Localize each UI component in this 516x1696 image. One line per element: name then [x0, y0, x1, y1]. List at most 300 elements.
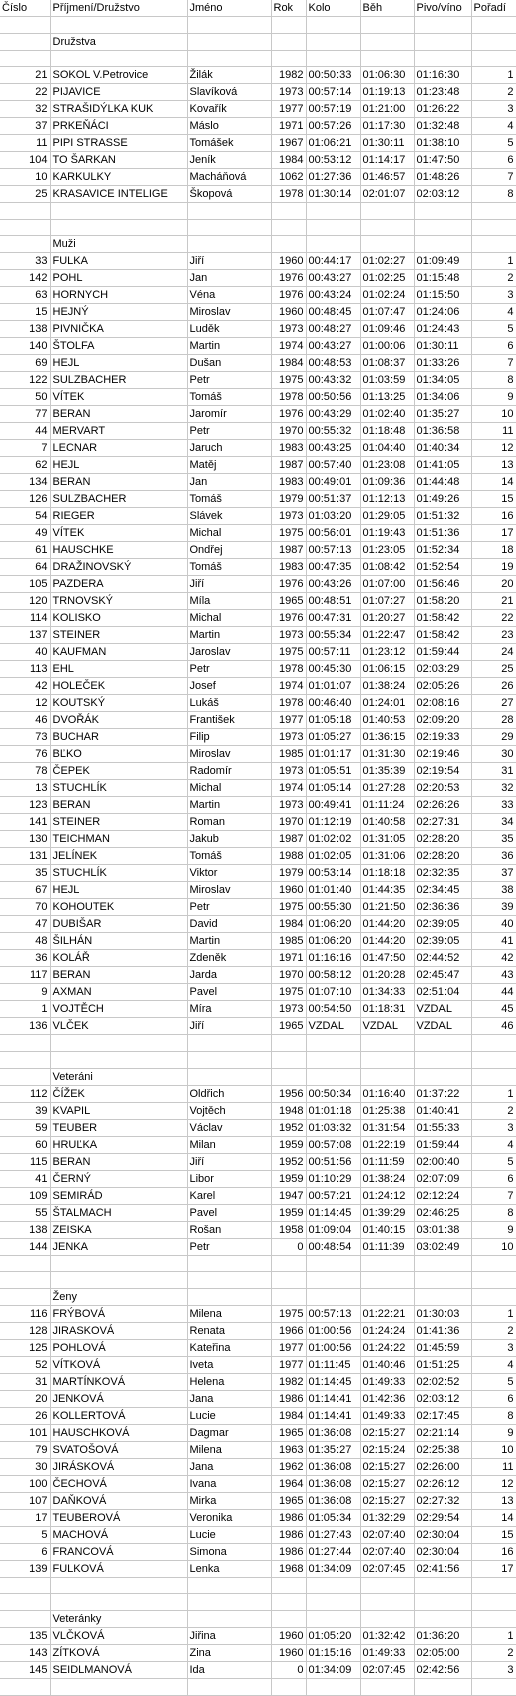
- data-cell[interactable]: SEMIRÁD: [50, 1187, 187, 1204]
- empty-cell[interactable]: [471, 50, 516, 67]
- data-cell[interactable]: 01:25:38: [360, 1102, 414, 1119]
- data-cell[interactable]: 02:45:47: [414, 967, 471, 984]
- data-cell[interactable]: 00:43:26: [306, 576, 360, 593]
- empty-cell[interactable]: [306, 33, 360, 50]
- data-cell[interactable]: 8: [471, 1407, 516, 1424]
- data-cell[interactable]: 114: [0, 610, 50, 627]
- data-cell[interactable]: 01:06:15: [360, 661, 414, 678]
- data-cell[interactable]: 01:00:56: [306, 1339, 360, 1356]
- data-cell[interactable]: Lenka: [187, 1560, 271, 1577]
- data-cell[interactable]: 01:05:27: [306, 729, 360, 746]
- data-cell[interactable]: 70: [0, 899, 50, 916]
- data-cell[interactable]: 9: [471, 1221, 516, 1238]
- data-cell[interactable]: JIRÁSKOVÁ: [50, 1458, 187, 1475]
- data-cell[interactable]: BUCHAR: [50, 729, 187, 746]
- data-cell[interactable]: 1986: [271, 1509, 306, 1526]
- data-cell[interactable]: 01:27:44: [306, 1543, 360, 1560]
- data-cell[interactable]: 1982: [271, 1373, 306, 1390]
- data-cell[interactable]: FULKOVÁ: [50, 1560, 187, 1577]
- data-cell[interactable]: 9: [471, 389, 516, 406]
- data-cell[interactable]: TO ŠARKAN: [50, 152, 187, 169]
- data-cell[interactable]: 33: [0, 253, 50, 270]
- data-cell[interactable]: 1975: [271, 372, 306, 389]
- data-cell[interactable]: 60: [0, 1136, 50, 1153]
- data-cell[interactable]: FRANCOVÁ: [50, 1543, 187, 1560]
- data-cell[interactable]: 01:05:14: [306, 780, 360, 797]
- empty-cell[interactable]: [471, 1068, 516, 1085]
- data-cell[interactable]: Iveta: [187, 1356, 271, 1373]
- data-cell[interactable]: TEUBER: [50, 1119, 187, 1136]
- data-cell[interactable]: PIVNIČKA: [50, 321, 187, 338]
- data-cell[interactable]: 01:49:33: [360, 1373, 414, 1390]
- data-cell[interactable]: 117: [0, 967, 50, 984]
- data-cell[interactable]: 01:41:36: [414, 1322, 471, 1339]
- empty-cell[interactable]: [360, 236, 414, 253]
- data-cell[interactable]: 01:07:00: [360, 576, 414, 593]
- empty-cell[interactable]: [471, 1577, 516, 1594]
- data-cell[interactable]: 1967: [271, 135, 306, 152]
- data-cell[interactable]: 1976: [271, 610, 306, 627]
- data-cell[interactable]: Jana: [187, 1390, 271, 1407]
- data-cell[interactable]: Jana: [187, 1458, 271, 1475]
- empty-cell[interactable]: [187, 219, 271, 236]
- data-cell[interactable]: PAZDERA: [50, 576, 187, 593]
- empty-cell[interactable]: [50, 50, 187, 67]
- data-cell[interactable]: 29: [471, 729, 516, 746]
- data-cell[interactable]: 5: [471, 1153, 516, 1170]
- data-cell[interactable]: 30: [471, 746, 516, 763]
- data-cell[interactable]: 00:56:01: [306, 525, 360, 542]
- data-cell[interactable]: 1983: [271, 474, 306, 491]
- data-cell[interactable]: 5: [0, 1526, 50, 1543]
- data-cell[interactable]: 01:44:20: [360, 933, 414, 950]
- data-cell[interactable]: 25: [471, 661, 516, 678]
- data-cell[interactable]: 1964: [271, 1475, 306, 1492]
- data-cell[interactable]: 48: [0, 933, 50, 950]
- data-cell[interactable]: 1977: [271, 1356, 306, 1373]
- data-cell[interactable]: 1963: [271, 1441, 306, 1458]
- data-cell[interactable]: 01:30:11: [360, 135, 414, 152]
- empty-cell[interactable]: [50, 1035, 187, 1052]
- empty-cell[interactable]: [306, 1288, 360, 1305]
- data-cell[interactable]: 1970: [271, 967, 306, 984]
- data-cell[interactable]: 122: [0, 372, 50, 389]
- data-cell[interactable]: 02:15:24: [360, 1441, 414, 1458]
- data-cell[interactable]: 01:12:19: [306, 814, 360, 831]
- data-cell[interactable]: 1975: [271, 644, 306, 661]
- data-cell[interactable]: 44: [471, 984, 516, 1001]
- empty-cell[interactable]: [50, 1255, 187, 1272]
- data-cell[interactable]: 1988: [271, 848, 306, 865]
- data-cell[interactable]: 2: [471, 1645, 516, 1662]
- empty-cell[interactable]: [0, 203, 50, 220]
- data-cell[interactable]: DAŇKOVÁ: [50, 1492, 187, 1509]
- data-cell[interactable]: VZDAL: [360, 1018, 414, 1035]
- data-cell[interactable]: Tomáš: [187, 848, 271, 865]
- data-cell[interactable]: 3: [471, 101, 516, 118]
- data-cell[interactable]: 01:23:12: [360, 644, 414, 661]
- data-cell[interactable]: 112: [0, 1085, 50, 1102]
- data-cell[interactable]: ŠILHÁN: [50, 933, 187, 950]
- data-cell[interactable]: 01:49:33: [360, 1407, 414, 1424]
- data-cell[interactable]: 1985: [271, 746, 306, 763]
- data-cell[interactable]: 47: [0, 916, 50, 933]
- data-cell[interactable]: 67: [0, 882, 50, 899]
- data-cell[interactable]: 01:05:18: [306, 712, 360, 729]
- data-cell[interactable]: 17: [0, 1509, 50, 1526]
- data-cell[interactable]: 1987: [271, 542, 306, 559]
- data-cell[interactable]: 42: [471, 950, 516, 967]
- data-cell[interactable]: 20: [0, 1390, 50, 1407]
- data-cell[interactable]: 1973: [271, 508, 306, 525]
- empty-cell[interactable]: [187, 1272, 271, 1289]
- data-cell[interactable]: 11: [471, 1458, 516, 1475]
- data-cell[interactable]: 24: [471, 644, 516, 661]
- data-cell[interactable]: 02:03:29: [414, 661, 471, 678]
- data-cell[interactable]: Jaruch: [187, 440, 271, 457]
- data-cell[interactable]: Martin: [187, 627, 271, 644]
- data-cell[interactable]: 136: [0, 1018, 50, 1035]
- data-cell[interactable]: Karel: [187, 1187, 271, 1204]
- data-cell[interactable]: Renata: [187, 1322, 271, 1339]
- empty-cell[interactable]: [414, 1035, 471, 1052]
- empty-cell[interactable]: [471, 203, 516, 220]
- data-cell[interactable]: 131: [0, 848, 50, 865]
- data-cell[interactable]: 01:34:33: [360, 984, 414, 1001]
- data-cell[interactable]: 100: [0, 1475, 50, 1492]
- data-cell[interactable]: 12: [0, 695, 50, 712]
- data-cell[interactable]: 01:02:27: [360, 253, 414, 270]
- empty-cell[interactable]: [187, 1068, 271, 1085]
- data-cell[interactable]: 01:05:20: [306, 1628, 360, 1645]
- data-cell[interactable]: ŠTOLFA: [50, 338, 187, 355]
- section-title[interactable]: Veteránky: [50, 1611, 187, 1628]
- data-cell[interactable]: 01:24:43: [414, 321, 471, 338]
- data-cell[interactable]: 126: [0, 491, 50, 508]
- data-cell[interactable]: 01:13:25: [360, 389, 414, 406]
- empty-cell[interactable]: [471, 1679, 516, 1696]
- data-cell[interactable]: 1973: [271, 763, 306, 780]
- data-cell[interactable]: 01:02:24: [360, 287, 414, 304]
- data-cell[interactable]: Macháňová: [187, 169, 271, 186]
- data-cell[interactable]: 03:01:38: [414, 1221, 471, 1238]
- data-cell[interactable]: 01:23:05: [360, 542, 414, 559]
- data-cell[interactable]: 02:25:38: [414, 1441, 471, 1458]
- data-cell[interactable]: 1959: [271, 1136, 306, 1153]
- data-cell[interactable]: 1974: [271, 780, 306, 797]
- data-cell[interactable]: 01:05:34: [306, 1509, 360, 1526]
- data-cell[interactable]: 00:48:27: [306, 321, 360, 338]
- data-cell[interactable]: Jiří: [187, 576, 271, 593]
- data-cell[interactable]: 1958: [271, 1221, 306, 1238]
- data-cell[interactable]: Veronika: [187, 1509, 271, 1526]
- data-cell[interactable]: Filip: [187, 729, 271, 746]
- data-cell[interactable]: 1959: [271, 1204, 306, 1221]
- empty-cell[interactable]: [471, 1272, 516, 1289]
- data-cell[interactable]: 01:36:08: [306, 1492, 360, 1509]
- empty-cell[interactable]: [271, 1052, 306, 1069]
- data-cell[interactable]: 02:00:40: [414, 1153, 471, 1170]
- data-cell[interactable]: 113: [0, 661, 50, 678]
- data-cell[interactable]: Lucie: [187, 1407, 271, 1424]
- empty-cell[interactable]: [0, 1611, 50, 1628]
- data-cell[interactable]: 8: [471, 1204, 516, 1221]
- data-cell[interactable]: 20: [471, 576, 516, 593]
- empty-cell[interactable]: [50, 1577, 187, 1594]
- data-cell[interactable]: 1973: [271, 797, 306, 814]
- data-cell[interactable]: Miroslav: [187, 746, 271, 763]
- data-cell[interactable]: 77: [0, 406, 50, 423]
- data-cell[interactable]: 00:47:31: [306, 610, 360, 627]
- data-cell[interactable]: BERAN: [50, 1153, 187, 1170]
- data-cell[interactable]: 02:27:31: [414, 814, 471, 831]
- data-cell[interactable]: 00:48:45: [306, 304, 360, 321]
- data-cell[interactable]: 01:07:27: [360, 593, 414, 610]
- data-cell[interactable]: 61: [0, 542, 50, 559]
- data-cell[interactable]: 01:31:06: [360, 848, 414, 865]
- data-cell[interactable]: 02:29:54: [414, 1509, 471, 1526]
- data-cell[interactable]: Jiří: [187, 1153, 271, 1170]
- empty-cell[interactable]: [306, 1068, 360, 1085]
- empty-cell[interactable]: [0, 1052, 50, 1069]
- data-cell[interactable]: 00:55:34: [306, 627, 360, 644]
- empty-cell[interactable]: [0, 219, 50, 236]
- data-cell[interactable]: Milena: [187, 1305, 271, 1322]
- data-cell[interactable]: VLČEK: [50, 1018, 187, 1035]
- data-cell[interactable]: BERAN: [50, 474, 187, 491]
- data-cell[interactable]: 01:58:42: [414, 627, 471, 644]
- data-cell[interactable]: 01:34:09: [306, 1560, 360, 1577]
- data-cell[interactable]: 01:58:20: [414, 593, 471, 610]
- data-cell[interactable]: 02:02:52: [414, 1373, 471, 1390]
- data-cell[interactable]: 55: [0, 1204, 50, 1221]
- empty-cell[interactable]: [187, 1594, 271, 1611]
- data-cell[interactable]: 02:51:04: [414, 984, 471, 1001]
- data-cell[interactable]: HEJL: [50, 882, 187, 899]
- data-cell[interactable]: 02:26:00: [414, 1458, 471, 1475]
- data-cell[interactable]: 02:28:20: [414, 831, 471, 848]
- empty-cell[interactable]: [360, 1272, 414, 1289]
- data-cell[interactable]: 00:55:32: [306, 423, 360, 440]
- empty-cell[interactable]: [187, 1052, 271, 1069]
- data-cell[interactable]: JIRASKOVÁ: [50, 1322, 187, 1339]
- empty-cell[interactable]: [471, 1611, 516, 1628]
- data-cell[interactable]: 1952: [271, 1119, 306, 1136]
- empty-cell[interactable]: [0, 17, 50, 34]
- data-cell[interactable]: 116: [0, 1305, 50, 1322]
- data-cell[interactable]: 01:16:30: [414, 67, 471, 84]
- data-cell[interactable]: TRNOVSKÝ: [50, 593, 187, 610]
- data-cell[interactable]: 1987: [271, 831, 306, 848]
- data-cell[interactable]: 109: [0, 1187, 50, 1204]
- data-cell[interactable]: 1985: [271, 933, 306, 950]
- data-cell[interactable]: 01:14:45: [306, 1204, 360, 1221]
- data-cell[interactable]: 01:31:05: [360, 831, 414, 848]
- data-cell[interactable]: 02:09:20: [414, 712, 471, 729]
- data-cell[interactable]: 01:18:31: [360, 1001, 414, 1018]
- data-cell[interactable]: HORNYCH: [50, 287, 187, 304]
- data-cell[interactable]: 18: [471, 542, 516, 559]
- data-cell[interactable]: 02:07:45: [360, 1662, 414, 1679]
- data-cell[interactable]: 01:38:24: [360, 1170, 414, 1187]
- data-cell[interactable]: 3: [471, 1662, 516, 1679]
- data-cell[interactable]: 1986: [271, 1526, 306, 1543]
- data-cell[interactable]: 01:30:14: [306, 186, 360, 203]
- data-cell[interactable]: ZEISKA: [50, 1221, 187, 1238]
- empty-cell[interactable]: [414, 1272, 471, 1289]
- data-cell[interactable]: Jan: [187, 270, 271, 287]
- data-cell[interactable]: 01:02:02: [306, 831, 360, 848]
- data-cell[interactable]: 1971: [271, 118, 306, 135]
- data-cell[interactable]: 73: [0, 729, 50, 746]
- data-cell[interactable]: 01:01:17: [306, 746, 360, 763]
- data-cell[interactable]: 02:39:05: [414, 933, 471, 950]
- data-cell[interactable]: Tomáš: [187, 389, 271, 406]
- data-cell[interactable]: 01:44:48: [414, 474, 471, 491]
- data-cell[interactable]: 28: [471, 712, 516, 729]
- data-cell[interactable]: MARTÍNKOVÁ: [50, 1373, 187, 1390]
- data-cell[interactable]: 1965: [271, 1424, 306, 1441]
- data-cell[interactable]: 1971: [271, 950, 306, 967]
- empty-cell[interactable]: [414, 1052, 471, 1069]
- data-cell[interactable]: 1062: [271, 169, 306, 186]
- data-cell[interactable]: 01:56:46: [414, 576, 471, 593]
- data-cell[interactable]: 39: [0, 1102, 50, 1119]
- empty-cell[interactable]: [471, 1255, 516, 1272]
- data-cell[interactable]: 00:48:54: [306, 1238, 360, 1255]
- data-cell[interactable]: 31: [0, 1373, 50, 1390]
- data-cell[interactable]: 1976: [271, 576, 306, 593]
- empty-cell[interactable]: [271, 219, 306, 236]
- data-cell[interactable]: 1975: [271, 984, 306, 1001]
- data-cell[interactable]: 8: [471, 372, 516, 389]
- data-cell[interactable]: TEUBEROVÁ: [50, 1509, 187, 1526]
- data-cell[interactable]: 52: [0, 1356, 50, 1373]
- data-cell[interactable]: 00:57:19: [306, 101, 360, 118]
- data-cell[interactable]: 2: [471, 1102, 516, 1119]
- empty-cell[interactable]: [414, 50, 471, 67]
- data-cell[interactable]: 46: [0, 712, 50, 729]
- data-cell[interactable]: 01:10:29: [306, 1170, 360, 1187]
- data-cell[interactable]: 02:39:05: [414, 916, 471, 933]
- data-cell[interactable]: 104: [0, 152, 50, 169]
- data-cell[interactable]: 10: [471, 1441, 516, 1458]
- data-cell[interactable]: HAUSCHKE: [50, 542, 187, 559]
- empty-cell[interactable]: [306, 203, 360, 220]
- data-cell[interactable]: 143: [0, 1645, 50, 1662]
- data-cell[interactable]: 00:50:33: [306, 67, 360, 84]
- data-cell[interactable]: 1973: [271, 1001, 306, 1018]
- data-cell[interactable]: Pavel: [187, 1204, 271, 1221]
- data-cell[interactable]: VZDAL: [414, 1018, 471, 1035]
- data-cell[interactable]: 13: [0, 780, 50, 797]
- data-cell[interactable]: ŠTALMACH: [50, 1204, 187, 1221]
- data-cell[interactable]: 01:01:40: [306, 882, 360, 899]
- empty-cell[interactable]: [0, 1035, 50, 1052]
- data-cell[interactable]: KOLLERTOVÁ: [50, 1407, 187, 1424]
- data-cell[interactable]: 01:40:53: [360, 712, 414, 729]
- data-cell[interactable]: 31: [471, 763, 516, 780]
- data-cell[interactable]: 5: [471, 1373, 516, 1390]
- data-cell[interactable]: 1960: [271, 1628, 306, 1645]
- data-cell[interactable]: 01:36:08: [306, 1475, 360, 1492]
- data-cell[interactable]: 7: [471, 1187, 516, 1204]
- data-cell[interactable]: 26: [471, 678, 516, 695]
- data-cell[interactable]: 130: [0, 831, 50, 848]
- data-cell[interactable]: Radomír: [187, 763, 271, 780]
- empty-cell[interactable]: [414, 1255, 471, 1272]
- data-cell[interactable]: 137: [0, 627, 50, 644]
- data-cell[interactable]: 23: [471, 627, 516, 644]
- data-cell[interactable]: 01:24:01: [360, 695, 414, 712]
- data-cell[interactable]: Helena: [187, 1373, 271, 1390]
- data-cell[interactable]: ČEPEK: [50, 763, 187, 780]
- data-cell[interactable]: David: [187, 916, 271, 933]
- empty-cell[interactable]: [414, 1679, 471, 1696]
- data-cell[interactable]: 13: [471, 457, 516, 474]
- data-cell[interactable]: 01:52:54: [414, 559, 471, 576]
- data-cell[interactable]: Tomáš: [187, 491, 271, 508]
- empty-cell[interactable]: [271, 1255, 306, 1272]
- empty-cell[interactable]: [271, 1068, 306, 1085]
- data-cell[interactable]: 01:47:50: [360, 950, 414, 967]
- data-cell[interactable]: 5: [471, 321, 516, 338]
- data-cell[interactable]: 02:15:27: [360, 1424, 414, 1441]
- data-cell[interactable]: 01:14:17: [360, 152, 414, 169]
- empty-cell[interactable]: [0, 1679, 50, 1696]
- data-cell[interactable]: 01:48:26: [414, 169, 471, 186]
- data-cell[interactable]: 01:45:59: [414, 1339, 471, 1356]
- data-cell[interactable]: 3: [471, 287, 516, 304]
- data-cell[interactable]: 1974: [271, 678, 306, 695]
- data-cell[interactable]: VÍTEK: [50, 389, 187, 406]
- data-cell[interactable]: Slávek: [187, 508, 271, 525]
- empty-cell[interactable]: [360, 219, 414, 236]
- data-cell[interactable]: 00:43:27: [306, 270, 360, 287]
- data-cell[interactable]: 00:57:40: [306, 457, 360, 474]
- data-cell[interactable]: DUBIŠAR: [50, 916, 187, 933]
- data-cell[interactable]: VÍTKOVÁ: [50, 1356, 187, 1373]
- data-cell[interactable]: 1984: [271, 355, 306, 372]
- data-cell[interactable]: 00:57:13: [306, 542, 360, 559]
- data-cell[interactable]: 8: [471, 186, 516, 203]
- data-cell[interactable]: 01:12:13: [360, 491, 414, 508]
- data-cell[interactable]: 42: [0, 678, 50, 695]
- data-cell[interactable]: Kateřina: [187, 1339, 271, 1356]
- data-cell[interactable]: 02:15:27: [360, 1475, 414, 1492]
- data-cell[interactable]: 01:11:59: [360, 1153, 414, 1170]
- data-cell[interactable]: 01:40:46: [360, 1356, 414, 1373]
- data-cell[interactable]: 10: [471, 1238, 516, 1255]
- data-cell[interactable]: 01:24:06: [414, 304, 471, 321]
- data-cell[interactable]: HAUSCHKOVÁ: [50, 1424, 187, 1441]
- data-cell[interactable]: 01:03:59: [360, 372, 414, 389]
- data-cell[interactable]: HEJNÝ: [50, 304, 187, 321]
- data-cell[interactable]: Míla: [187, 593, 271, 610]
- data-cell[interactable]: 02:07:45: [360, 1560, 414, 1577]
- data-cell[interactable]: Viktor: [187, 865, 271, 882]
- empty-cell[interactable]: [414, 33, 471, 50]
- data-cell[interactable]: TEICHMAN: [50, 831, 187, 848]
- data-cell[interactable]: 6: [471, 1170, 516, 1187]
- data-cell[interactable]: 01:22:21: [360, 1305, 414, 1322]
- data-cell[interactable]: Simona: [187, 1543, 271, 1560]
- empty-cell[interactable]: [187, 1679, 271, 1696]
- data-cell[interactable]: 01:36:08: [306, 1424, 360, 1441]
- data-cell[interactable]: 26: [0, 1407, 50, 1424]
- data-cell[interactable]: Lucie: [187, 1526, 271, 1543]
- empty-cell[interactable]: [187, 17, 271, 34]
